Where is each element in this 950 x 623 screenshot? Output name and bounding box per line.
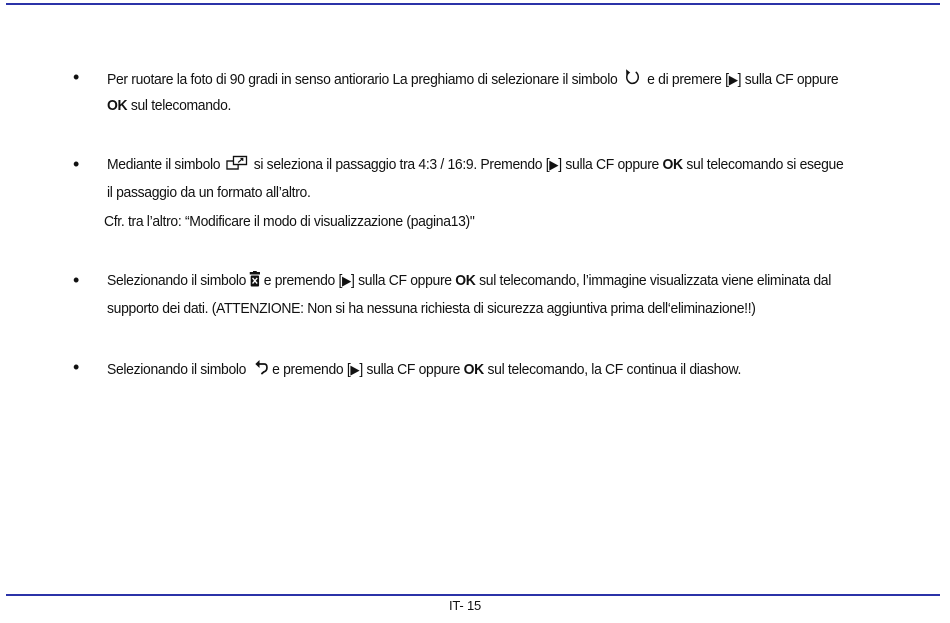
bullet: • xyxy=(73,154,80,174)
item-text: Mediante il simbolo xyxy=(107,156,221,173)
item-text: Per ruotare la foto di 90 gradi in senso antiorario La preghiamo di selezionare il simbolo xyxy=(107,71,618,88)
item-text: e premendo [ xyxy=(263,272,343,289)
item-text: ] sulla CF oppure xyxy=(558,156,663,173)
item-text: sul telecomando, la CF continua il diashow. xyxy=(483,361,742,378)
page-number: IT- 15 xyxy=(448,598,482,613)
item-text: sul telecomando, l’immagine visualizzata viene eliminata dal xyxy=(475,272,832,289)
item-line: il passaggio da un formato all’altro. xyxy=(107,184,311,201)
play-symbol: ▶ xyxy=(728,72,738,87)
item-line xyxy=(107,97,231,115)
item-text: ] sulla CF oppure xyxy=(351,272,456,289)
play-symbol: ▶ xyxy=(342,273,352,288)
item-text: ] sulla CF oppure xyxy=(359,361,464,378)
item-text: Selezionando il simbolo xyxy=(107,361,247,378)
ok-label: OK xyxy=(463,361,484,378)
rotate-ccw-icon xyxy=(623,68,642,91)
bullet: • xyxy=(73,357,80,377)
item-text: sul telecomando. xyxy=(127,97,232,114)
item-line xyxy=(107,155,843,176)
bullet: • xyxy=(73,270,80,290)
return-arrow-icon xyxy=(254,358,269,381)
item-text: e premendo [ xyxy=(272,361,351,378)
item-text: e di premere [ xyxy=(647,71,729,88)
ok-label: OK xyxy=(107,97,128,114)
item-text: si seleziona il passaggio tra 4:3 / 16:9. Premendo [ xyxy=(253,156,550,173)
item-text: sul telecomando si esegue xyxy=(682,156,844,173)
play-symbol: ▶ xyxy=(350,362,360,377)
header-rule xyxy=(6,3,940,5)
item-line xyxy=(107,68,838,91)
bullet: • xyxy=(73,67,80,87)
item-line xyxy=(107,358,741,381)
item-text: Selezionando il simbolo xyxy=(107,272,247,289)
trash-icon xyxy=(249,271,260,292)
item-line xyxy=(107,271,831,292)
play-symbol: ▶ xyxy=(549,157,559,172)
item-reference-line: Cfr. tra l’altro: “Modificare il modo di visualizzazione (pagina13)" xyxy=(104,213,475,230)
item-line: supporto dei dati. (ATTENZIONE: Non si ha nessuna richiesta di sicurezza aggiuntiva prima dell‘eliminazione!!) xyxy=(107,300,756,317)
item-text: ] sulla CF oppure xyxy=(737,71,839,88)
footer-rule xyxy=(6,594,940,596)
aspect-ratio-icon xyxy=(226,155,248,176)
ok-label: OK xyxy=(455,272,476,289)
ok-label: OK xyxy=(662,156,683,173)
